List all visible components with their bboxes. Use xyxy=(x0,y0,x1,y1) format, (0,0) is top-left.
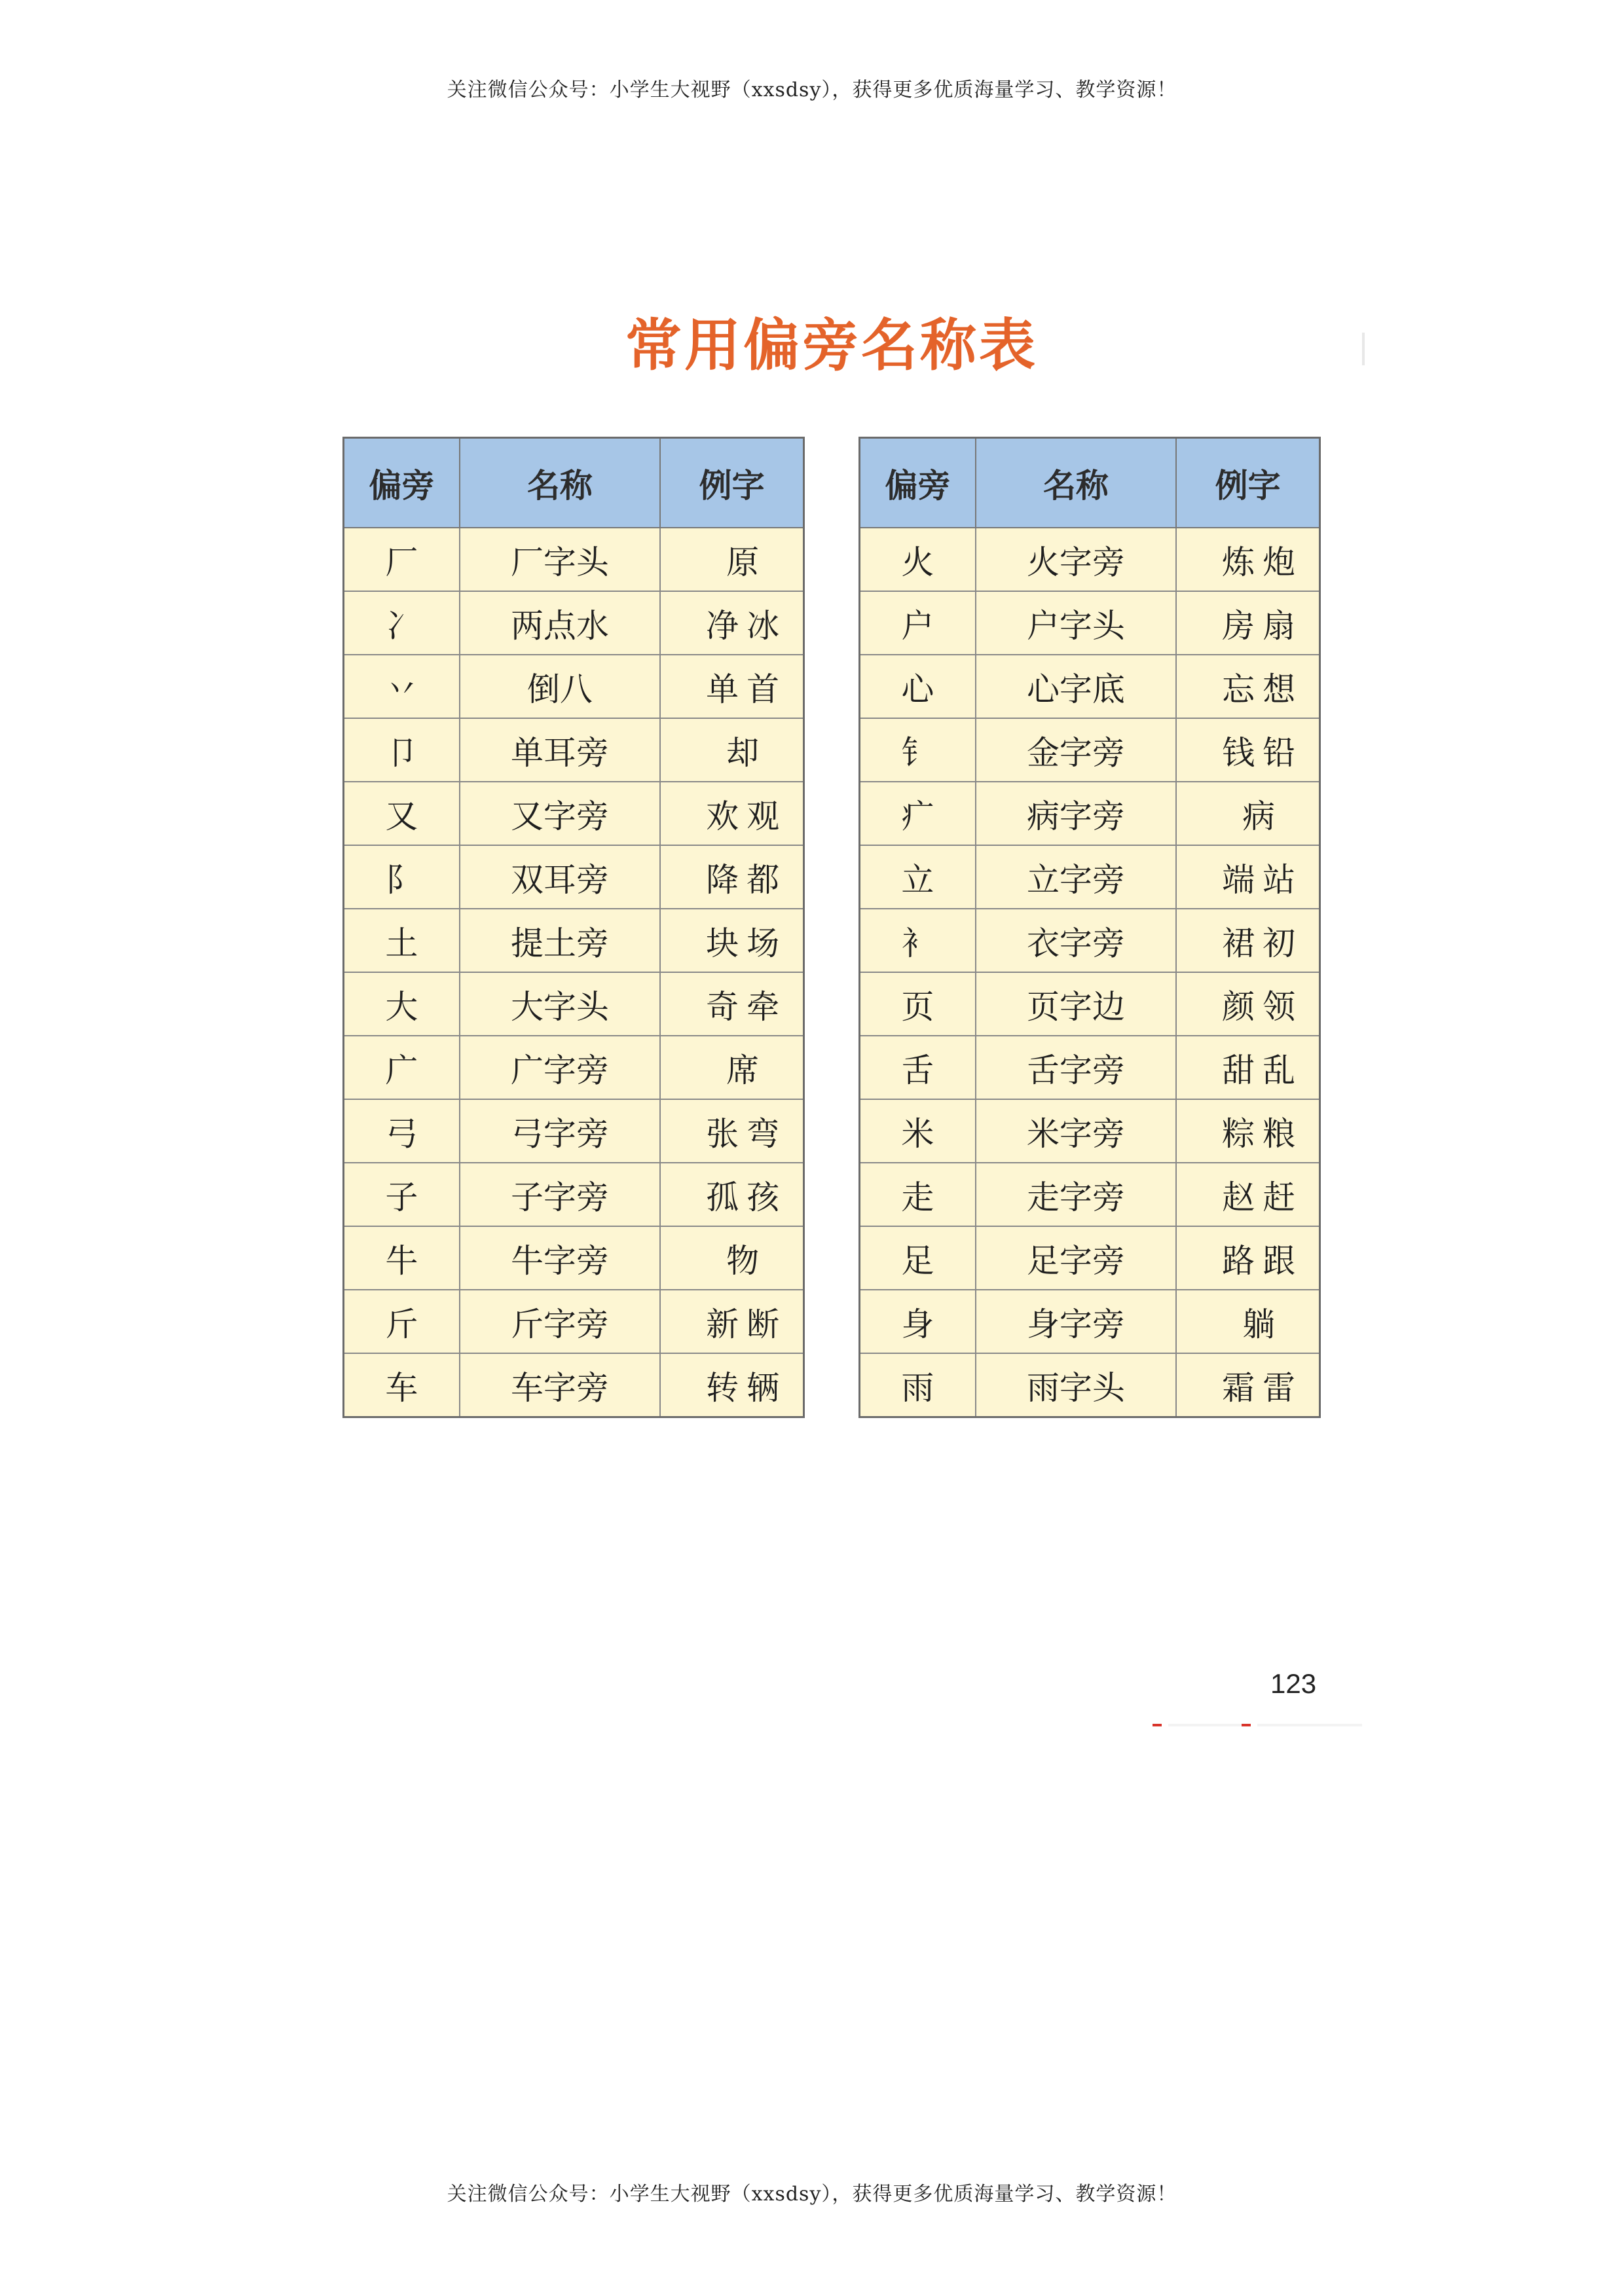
table-row xyxy=(860,1353,1320,1417)
table-row xyxy=(860,782,1320,845)
radical-cell: 钅 xyxy=(860,718,976,782)
radical-cell: 大 xyxy=(344,972,460,1036)
radical-cell: 阝 xyxy=(344,845,460,909)
table-header-row xyxy=(860,438,1320,528)
radical-cell: 丷 xyxy=(344,655,460,718)
table-header-row xyxy=(344,438,804,528)
radical-name-cell: 子字旁 xyxy=(460,1163,660,1226)
radical-name-cell: 弓字旁 xyxy=(460,1099,660,1163)
table-row xyxy=(344,1290,804,1353)
radical-name-cell: 斤字旁 xyxy=(460,1290,660,1353)
table-row xyxy=(860,718,1320,782)
example-chars-cell: 病 xyxy=(1176,782,1320,845)
radical-cell: 厂 xyxy=(344,528,460,591)
radical-cell: 立 xyxy=(860,845,976,909)
radical-name-cell: 单耳旁 xyxy=(460,718,660,782)
radical-cell: 又 xyxy=(344,782,460,845)
table-row xyxy=(860,528,1320,591)
radical-name-cell: 舌字旁 xyxy=(976,1036,1176,1099)
table-row xyxy=(860,655,1320,718)
table-row xyxy=(860,972,1320,1036)
table-row xyxy=(860,1226,1320,1290)
example-chars-cell: 甜乱 xyxy=(1176,1036,1320,1099)
radical-name-cell: 两点水 xyxy=(460,591,660,655)
table-row xyxy=(860,591,1320,655)
table-row xyxy=(344,528,804,591)
header-examples: 例字 xyxy=(660,438,803,528)
radical-name-cell: 走字旁 xyxy=(976,1163,1176,1226)
radical-cell: 疒 xyxy=(860,782,976,845)
radical-name-cell: 提土旁 xyxy=(460,909,660,972)
example-chars-cell: 块场 xyxy=(660,909,803,972)
radical-cell: 舌 xyxy=(860,1036,976,1099)
page-number: 123 xyxy=(1270,1668,1317,1699)
example-chars-cell: 转辆 xyxy=(660,1353,803,1417)
example-chars-cell: 原 xyxy=(660,528,803,591)
table-row xyxy=(344,782,804,845)
page-title: 常用偏旁名称表 xyxy=(625,313,1038,378)
example-chars-cell: 赵赶 xyxy=(1176,1163,1320,1226)
radical-name-cell: 立字旁 xyxy=(976,845,1176,909)
radical-cell: 火 xyxy=(860,528,976,591)
table-row xyxy=(344,972,804,1036)
table-row xyxy=(860,909,1320,972)
header-radical: 偏旁 xyxy=(344,438,460,528)
table-row xyxy=(344,718,804,782)
table-row xyxy=(344,1353,804,1417)
example-chars-cell: 却 xyxy=(660,718,803,782)
example-chars-cell: 物 xyxy=(660,1226,803,1290)
example-chars-cell: 霜雷 xyxy=(1176,1353,1320,1417)
table-row xyxy=(860,1099,1320,1163)
radical-cell: 衤 xyxy=(860,909,976,972)
radical-cell: 广 xyxy=(344,1036,460,1099)
example-chars-cell: 房扇 xyxy=(1176,591,1320,655)
example-chars-cell: 新断 xyxy=(660,1290,803,1353)
bottom-banner: 关注微信公众号：小学生大视野（xxsdsy），获得更多优质海量学习、教学资源！ xyxy=(447,2183,1177,2206)
radical-name-cell: 米字旁 xyxy=(976,1099,1176,1163)
radical-name-cell: 病字旁 xyxy=(976,782,1176,845)
example-chars-cell: 裙初 xyxy=(1176,909,1320,972)
example-chars-cell: 孤孩 xyxy=(660,1163,803,1226)
example-chars-cell: 张弯 xyxy=(660,1099,803,1163)
table-row xyxy=(344,1226,804,1290)
table-row xyxy=(860,1163,1320,1226)
radical-name-cell: 厂字头 xyxy=(460,528,660,591)
table-row xyxy=(860,1036,1320,1099)
radical-name-cell: 火字旁 xyxy=(976,528,1176,591)
example-chars-cell: 颜领 xyxy=(1176,972,1320,1036)
table-row xyxy=(344,1163,804,1226)
table-row xyxy=(344,845,804,909)
radical-cell: 土 xyxy=(344,909,460,972)
table-row xyxy=(860,1290,1320,1353)
radical-name-cell: 车字旁 xyxy=(460,1353,660,1417)
radical-name-cell: 心字底 xyxy=(976,655,1176,718)
radical-name-cell: 大字头 xyxy=(460,972,660,1036)
example-chars-cell: 净冰 xyxy=(660,591,803,655)
top-banner: 关注微信公众号：小学生大视野（xxsdsy），获得更多优质海量学习、教学资源！ xyxy=(447,79,1177,101)
header-examples: 例字 xyxy=(1176,438,1320,528)
example-chars-cell: 路跟 xyxy=(1176,1226,1320,1290)
example-chars-cell: 席 xyxy=(660,1036,803,1099)
radical-name-cell: 金字旁 xyxy=(976,718,1176,782)
radical-cell: 页 xyxy=(860,972,976,1036)
radical-name-cell: 倒八 xyxy=(460,655,660,718)
table-row xyxy=(860,845,1320,909)
radical-cell: 雨 xyxy=(860,1353,976,1417)
radical-cell: 足 xyxy=(860,1226,976,1290)
radical-cell: 身 xyxy=(860,1290,976,1353)
header-radical: 偏旁 xyxy=(860,438,976,528)
header-name: 名称 xyxy=(460,438,660,528)
radical-cell: 斤 xyxy=(344,1290,460,1353)
page-rule-decoration xyxy=(1153,1724,1362,1726)
radical-name-cell: 足字旁 xyxy=(976,1226,1176,1290)
example-chars-cell: 躺 xyxy=(1176,1290,1320,1353)
table-row xyxy=(344,1036,804,1099)
radical-name-cell: 又字旁 xyxy=(460,782,660,845)
radical-name-cell: 户字头 xyxy=(976,591,1176,655)
example-chars-cell: 端站 xyxy=(1176,845,1320,909)
table-row xyxy=(344,591,804,655)
example-chars-cell: 炼炮 xyxy=(1176,528,1320,591)
header-name: 名称 xyxy=(976,438,1176,528)
example-chars-cell: 单首 xyxy=(660,655,803,718)
radical-cell: 走 xyxy=(860,1163,976,1226)
radical-table-right xyxy=(858,437,1321,1418)
radical-name-cell: 双耳旁 xyxy=(460,845,660,909)
radical-cell: 冫 xyxy=(344,591,460,655)
example-chars-cell: 忘想 xyxy=(1176,655,1320,718)
radical-cell: 弓 xyxy=(344,1099,460,1163)
table-row xyxy=(344,909,804,972)
radical-name-cell: 广字旁 xyxy=(460,1036,660,1099)
radical-table-left xyxy=(342,437,805,1418)
radical-name-cell: 身字旁 xyxy=(976,1290,1176,1353)
radical-cell: 车 xyxy=(344,1353,460,1417)
example-chars-cell: 钱铅 xyxy=(1176,718,1320,782)
example-chars-cell: 粽粮 xyxy=(1176,1099,1320,1163)
example-chars-cell: 奇牵 xyxy=(660,972,803,1036)
radical-cell: 卩 xyxy=(344,718,460,782)
table-row xyxy=(344,655,804,718)
radical-name-cell: 牛字旁 xyxy=(460,1226,660,1290)
radical-name-cell: 衣字旁 xyxy=(976,909,1176,972)
radical-cell: 心 xyxy=(860,655,976,718)
radical-cell: 牛 xyxy=(344,1226,460,1290)
decorative-line xyxy=(1362,333,1365,365)
radical-cell: 米 xyxy=(860,1099,976,1163)
radical-cell: 子 xyxy=(344,1163,460,1226)
example-chars-cell: 欢观 xyxy=(660,782,803,845)
radical-cell: 户 xyxy=(860,591,976,655)
radical-name-cell: 页字边 xyxy=(976,972,1176,1036)
table-row xyxy=(344,1099,804,1163)
radical-name-cell: 雨字头 xyxy=(976,1353,1176,1417)
example-chars-cell: 降都 xyxy=(660,845,803,909)
